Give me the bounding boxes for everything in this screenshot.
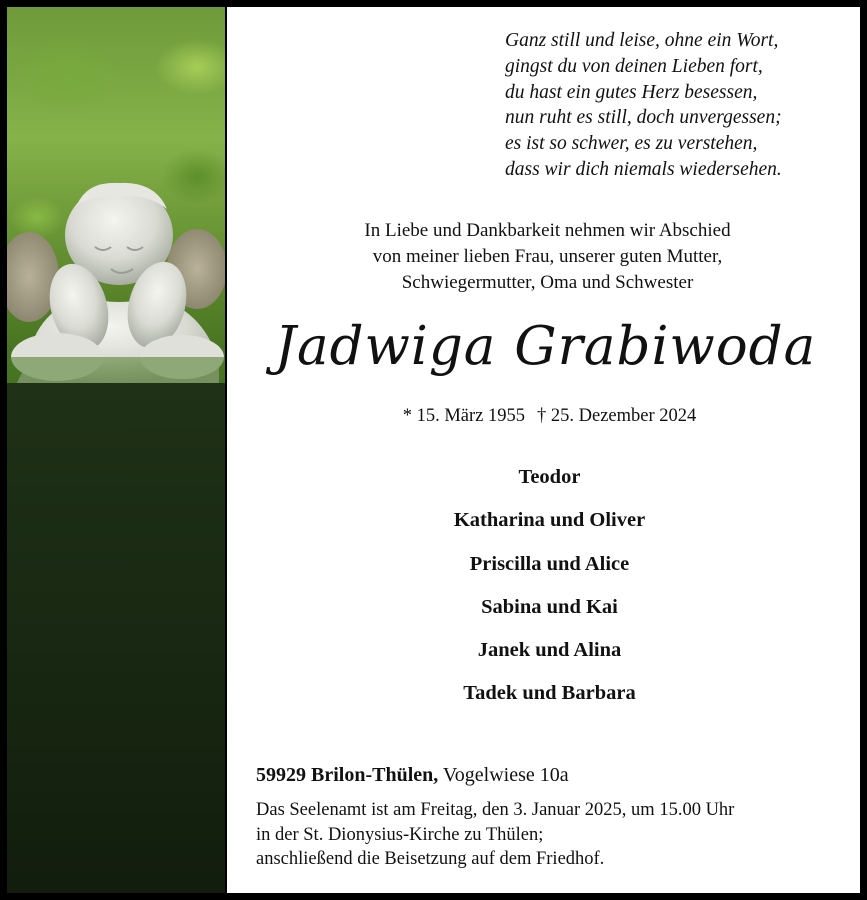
service-info: [256, 798, 734, 872]
poem-line: dass wir dich niemals wiedersehen.: [505, 158, 782, 180]
address-street: Vogelwiese 10a: [442, 764, 569, 786]
poem-line: es ist so schwer, es zu verstehen,: [505, 133, 758, 155]
deceased-name: Jadwiga Grabiwoda: [274, 316, 817, 377]
mourner-name: Sabina und Kai: [481, 595, 618, 618]
mourner-name: Tadek und Barbara: [463, 682, 636, 705]
poem-line: du hast ein gutes Herz besessen,: [505, 81, 758, 103]
service-line: Das Seelenamt ist am Freitag, den 3. Januar 2025, um 15.00 Uhr: [256, 800, 735, 820]
mourners-list: [227, 463, 860, 723]
mourner-name: Katharina und Oliver: [453, 509, 646, 532]
death-date: † 25. Dezember 2024: [537, 406, 697, 426]
mourner-name: Janek und Alina: [477, 639, 622, 662]
service-line: in der St. Dionysius-Kirche zu Thülen;: [256, 824, 544, 845]
intro-line: In Liebe und Dankbarkeit nehmen wir Abschied: [364, 220, 731, 241]
life-dates: [227, 404, 860, 428]
intro-line: Schwiegermutter, Oma und Schwester: [401, 272, 694, 293]
service-line: anschließend die Beisetzung auf dem Friedhof.: [256, 849, 605, 869]
address-place: 59929 Brilon-Thülen,: [256, 764, 439, 786]
angel-photo: [7, 7, 225, 383]
intro-line: von meiner lieben Frau, unserer guten Mutter,: [372, 246, 723, 267]
mourner-name: Priscilla und Alice: [469, 552, 630, 575]
poem-line: gingst du von deinen Lieben fort,: [505, 55, 763, 77]
family-address: [256, 762, 569, 788]
angel-figure-icon: [7, 157, 225, 383]
poem: [505, 28, 782, 183]
farewell-intro: [227, 218, 860, 296]
notice-body: [227, 7, 860, 893]
poem-line: Ganz still und leise, ohne ein Wort,: [505, 30, 779, 51]
mourner-name: Teodor: [518, 466, 581, 488]
poem-line: nun ruht es still, doch unvergessen;: [505, 107, 782, 129]
birth-date: * 15. März 1955: [402, 406, 526, 426]
sidebar: [7, 7, 225, 893]
sidebar-dark-panel: [7, 383, 225, 893]
